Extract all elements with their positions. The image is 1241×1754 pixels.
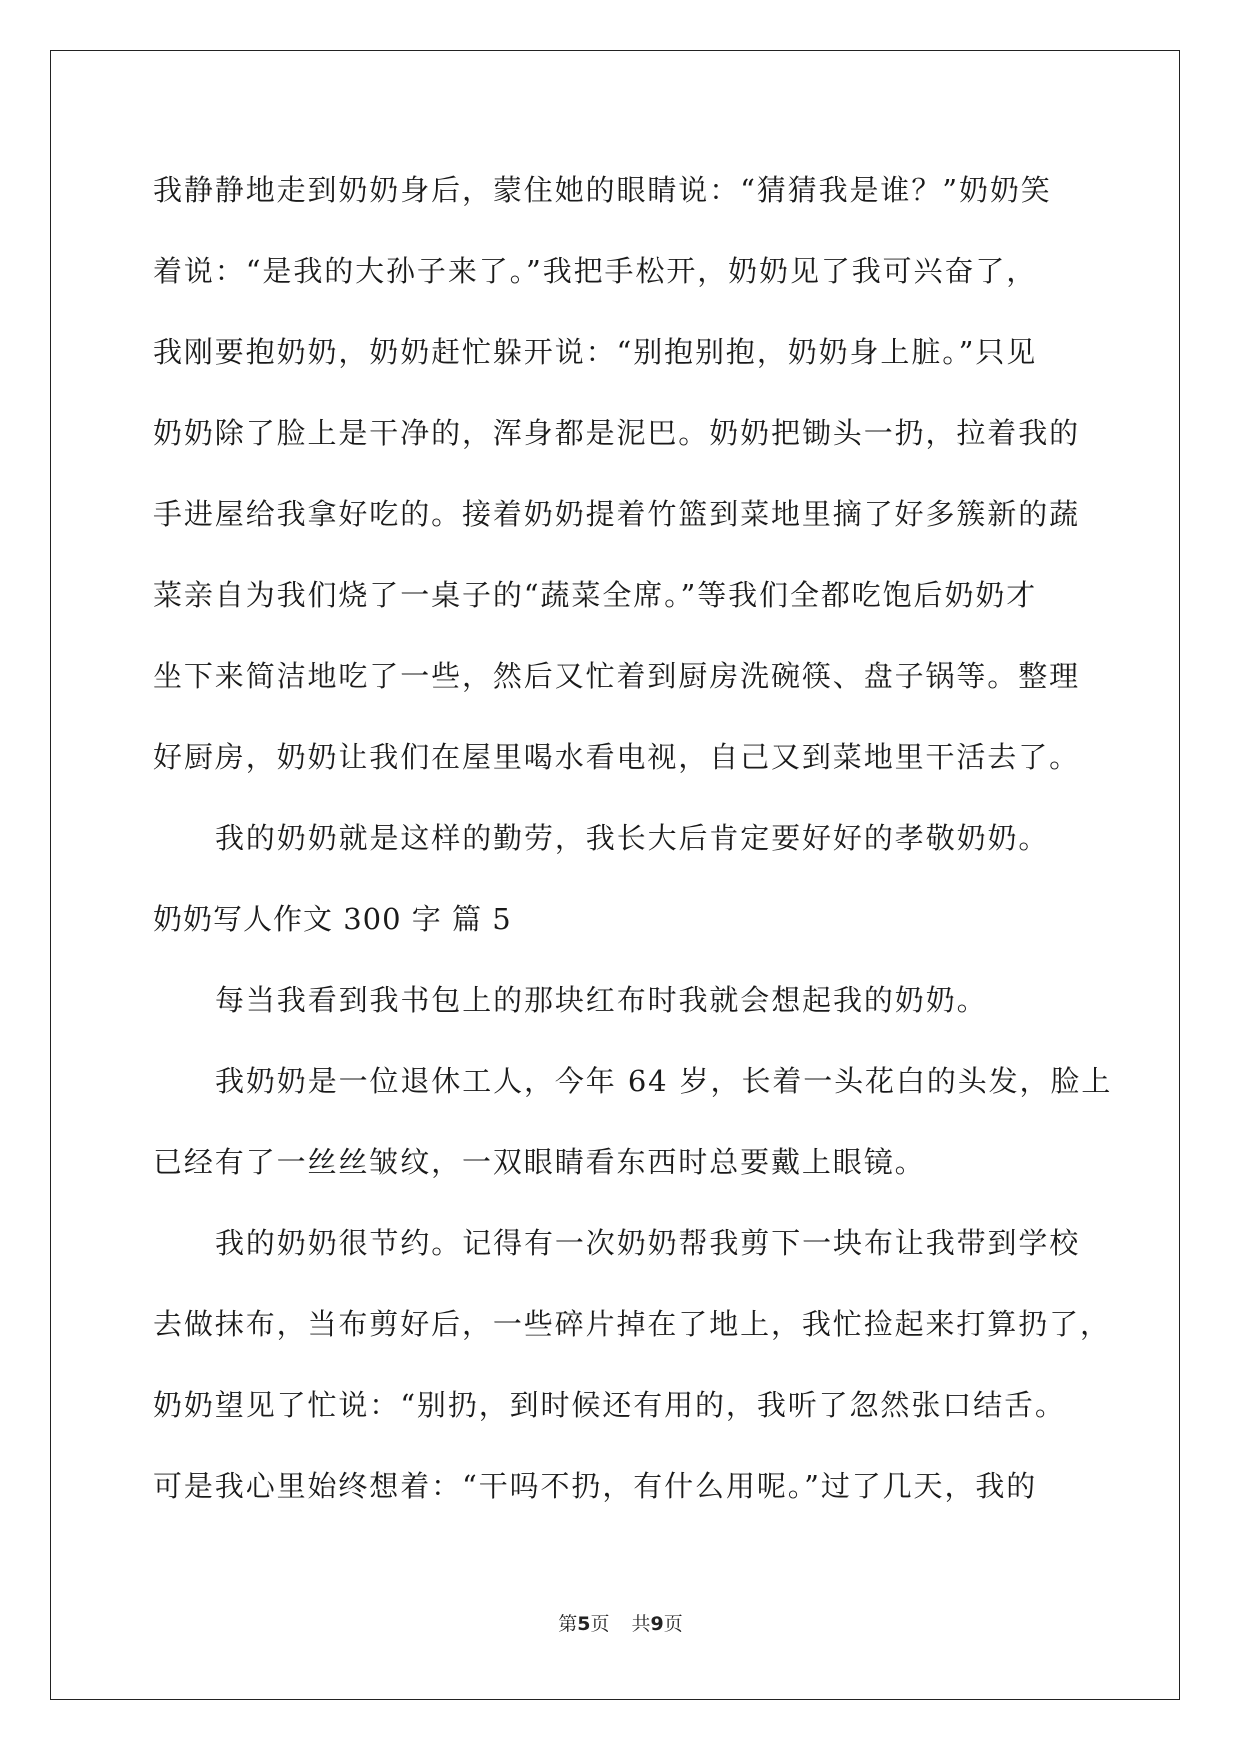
paragraph-start-line: 我的奶奶很节约。记得有一次奶奶帮我剪下一块布让我带到学校 [215,1226,1081,1260]
footer-total-prefix: 共 [631,1613,651,1635]
text-line: 坐下来简洁地吃了一些，然后又忙着到厨房洗碗筷、盘子锅等。整理 [153,659,1081,693]
paragraph-start-line: 我的奶奶就是这样的勤劳，我长大后肯定要好好的孝敬奶奶。 [215,821,1050,855]
text-line: 奶奶望见了忙说：“别扔，到时候还有用的，我听了忽然张口结舌。 [153,1388,1066,1422]
current-page-number: 5 [577,1613,591,1635]
text-line: 可是我心里始终想着：“干吗不扔，有什么用呢。”过了几天，我的 [153,1469,1038,1503]
text-line: 着说：“是我的大孙子来了。”我把手松开，奶奶见了我可兴奋了， [153,254,1038,288]
footer-prefix: 第 [558,1613,578,1635]
footer-total-unit: 页 [663,1613,683,1635]
section-heading: 奶奶写人作文 300 字 篇 5 [153,902,512,936]
text-line: 我静静地走到奶奶身后，蒙住她的眼睛说：“猜猜我是谁？”奶奶笑 [153,173,1052,207]
document-body [153,164,1113,1541]
text-line: 手进屋给我拿好吃的。接着奶奶提着竹篮到菜地里摘了好多簇新的蔬 [153,497,1081,531]
paragraph-start-line: 我奶奶是一位退休工人，今年 64 岁，长着一头花白的头发，脸上 [215,1064,1113,1098]
text-line: 去做抹布，当布剪好后，一些碎片掉在了地上，我忙捡起来打算扔了， [153,1307,1111,1341]
footer-page-unit: 页 [590,1613,610,1635]
text-line: 好厨房，奶奶让我们在屋里喝水看电视，自己又到菜地里干活去了。 [153,740,1081,774]
text-line: 菜亲自为我们烧了一桌子的“蔬菜全席。”等我们全都吃饱后奶奶才 [153,578,1038,612]
text-line: 奶奶除了脸上是干净的，浑身都是泥巴。奶奶把锄头一扔，拉着我的 [153,416,1081,450]
text-line: 我刚要抱奶奶，奶奶赶忙躲开说：“别抱别抱，奶奶身上脏。”只见 [153,335,1038,369]
total-page-number: 9 [650,1613,664,1635]
paragraph-start-line: 每当我看到我书包上的那块红布时我就会想起我的奶奶。 [215,983,988,1017]
page-footer [0,1609,1241,1636]
text-line: 已经有了一丝丝皱纹，一双眼睛看东西时总要戴上眼镜。 [153,1145,926,1179]
